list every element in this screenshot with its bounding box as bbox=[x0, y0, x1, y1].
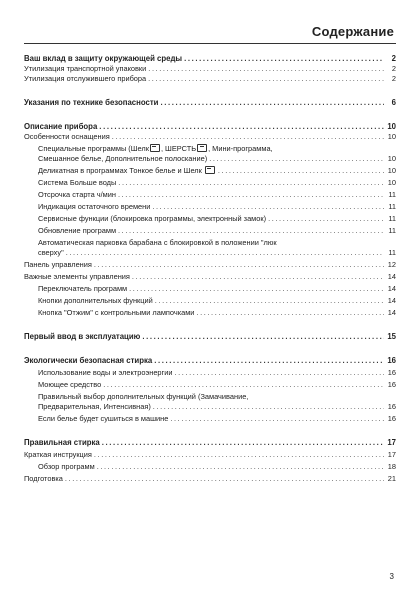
toc-label-part: Специальные программы (Шелк bbox=[38, 144, 149, 153]
toc-entry-eco-washing[interactable] bbox=[24, 356, 396, 366]
dot-leader bbox=[218, 166, 384, 176]
toc-label: Экологически безопасная стирка bbox=[24, 356, 153, 365]
toc-label: Правильная стирка bbox=[24, 438, 100, 447]
toc-entry-special-programs[interactable] bbox=[24, 144, 396, 164]
toc-page: 16 bbox=[387, 368, 396, 377]
toc-entry-program-overview[interactable] bbox=[24, 462, 396, 472]
toc-label-line bbox=[38, 144, 396, 154]
toc-page: 10 bbox=[387, 132, 396, 141]
dot-leader bbox=[118, 178, 384, 188]
toc-label-line: Автоматическая парковка барабана с блокировкой в положении "люк bbox=[38, 238, 277, 247]
dot-leader bbox=[65, 474, 384, 484]
toc-entry-features[interactable] bbox=[24, 132, 396, 142]
toc-entry-environment[interactable] bbox=[24, 54, 396, 64]
toc-label-part: , Мини-программа, bbox=[208, 144, 273, 153]
toc-page: 6 bbox=[391, 98, 396, 107]
page-title: Содержание bbox=[311, 24, 394, 39]
toc-label: Смешанное белье, Дополнительное полоскание) bbox=[38, 154, 208, 163]
toc-label: Описание прибора bbox=[24, 122, 98, 131]
dot-leader bbox=[148, 64, 384, 74]
dot-leader bbox=[129, 284, 384, 294]
dot-leader bbox=[152, 202, 384, 212]
toc-entry-safety[interactable] bbox=[24, 98, 396, 108]
toc-label bbox=[38, 166, 216, 176]
toc-label: Моющее средство bbox=[38, 380, 102, 389]
toc-label: Подготовка bbox=[24, 474, 63, 483]
toc-page: 11 bbox=[388, 214, 396, 223]
toc-page: 11 bbox=[388, 248, 396, 257]
toc-entry-detergent[interactable] bbox=[24, 380, 396, 390]
toc-label: Утилизация отслужившего прибора bbox=[24, 74, 147, 83]
toc-label: Особенности оснащения bbox=[24, 132, 110, 141]
toc-entry-old-appliance[interactable] bbox=[24, 74, 396, 84]
toc-entry-program-selector[interactable] bbox=[24, 284, 396, 294]
toc-entry-drum-parking[interactable] bbox=[24, 238, 396, 258]
toc-entry-proper-washing[interactable] bbox=[24, 438, 396, 448]
toc-entry-preparation[interactable] bbox=[24, 474, 396, 484]
toc-label: Утилизация транспортной упаковки bbox=[24, 64, 147, 73]
toc-page: 18 bbox=[387, 462, 396, 471]
dot-leader bbox=[209, 154, 384, 164]
dot-leader bbox=[103, 380, 384, 390]
dot-leader bbox=[118, 190, 384, 200]
toc-page: 14 bbox=[387, 308, 396, 317]
toc-page: 14 bbox=[387, 284, 396, 293]
toc-label-line bbox=[38, 402, 396, 412]
toc-page: 11 bbox=[388, 190, 396, 199]
toc-page: 2 bbox=[391, 64, 396, 73]
toc-entry-delay-start[interactable] bbox=[24, 190, 396, 200]
dot-leader bbox=[184, 54, 384, 64]
toc-label: Использование воды и электроэнергии bbox=[38, 368, 173, 377]
silk-symbol-icon bbox=[150, 144, 160, 152]
toc-entry-machine-drying[interactable] bbox=[24, 414, 396, 424]
toc-entry-more-water[interactable] bbox=[24, 178, 396, 188]
toc-label: Важные элементы управления bbox=[24, 272, 130, 281]
toc-entry-delicate[interactable] bbox=[24, 166, 396, 176]
toc-entry-service-functions[interactable] bbox=[24, 214, 396, 224]
toc-label-line bbox=[38, 248, 396, 258]
toc-label: сверху" bbox=[38, 248, 64, 257]
dot-leader bbox=[97, 462, 384, 472]
dot-leader bbox=[153, 402, 384, 412]
toc-label: Обзор программ bbox=[38, 462, 95, 471]
dot-leader bbox=[66, 248, 384, 258]
toc-page: 11 bbox=[388, 202, 396, 211]
toc-label: Панель управления bbox=[24, 260, 92, 269]
toc-page: 14 bbox=[387, 296, 396, 305]
toc-page: 16 bbox=[387, 414, 396, 423]
toc-page: 10 bbox=[387, 154, 396, 163]
toc-page: 10 bbox=[387, 178, 396, 187]
toc-entry-water-energy[interactable] bbox=[24, 368, 396, 378]
toc-label: Если белье будет сушиться в машине bbox=[38, 414, 169, 423]
dot-leader bbox=[160, 98, 384, 108]
toc-label-line bbox=[38, 154, 396, 164]
toc-label: Краткая инструкция bbox=[24, 450, 92, 459]
toc-entry-remaining-time[interactable] bbox=[24, 202, 396, 212]
toc-label: Ваш вклад в защиту окружающей среды bbox=[24, 54, 183, 63]
toc-entry-quick-guide[interactable] bbox=[24, 450, 396, 460]
toc-label-line: Правильный выбор дополнительных функций (Замачивание, bbox=[38, 392, 249, 401]
toc-label: Указания по технике безопасности bbox=[24, 98, 159, 107]
page-number: 3 bbox=[389, 572, 394, 581]
dot-leader bbox=[94, 260, 384, 270]
toc-page: 11 bbox=[388, 226, 396, 235]
toc-page: 2 bbox=[391, 74, 396, 83]
dot-leader bbox=[155, 296, 384, 306]
toc-label: Обновление программ bbox=[38, 226, 117, 235]
toc-label: Кнопка "Отжим" с контрольными лампочками bbox=[38, 308, 195, 317]
toc-label: Отсрочка старта ч/мин bbox=[38, 190, 116, 199]
dot-leader bbox=[148, 74, 384, 84]
toc-entry-packaging[interactable] bbox=[24, 64, 396, 74]
toc-page: 10 bbox=[387, 166, 396, 175]
dot-leader bbox=[99, 122, 384, 132]
toc-label: Первый ввод в эксплуатацию bbox=[24, 332, 141, 341]
toc-entry-control-panel[interactable] bbox=[24, 260, 396, 270]
dot-leader bbox=[175, 368, 385, 378]
dot-leader bbox=[94, 450, 384, 460]
dot-leader bbox=[196, 308, 384, 318]
toc-entry-controls[interactable] bbox=[24, 272, 396, 282]
toc-page: 16 bbox=[387, 402, 396, 411]
wool-symbol-icon bbox=[197, 144, 207, 152]
toc-page: 12 bbox=[387, 260, 396, 269]
toc-entry-spin-button[interactable] bbox=[24, 308, 396, 318]
toc-entry-description[interactable] bbox=[24, 122, 396, 132]
silk-symbol-icon bbox=[205, 166, 215, 174]
dot-leader bbox=[268, 214, 384, 224]
toc-page: 21 bbox=[387, 474, 396, 483]
toc-page: 14 bbox=[387, 272, 396, 281]
toc-label: Предварительная, Интенсивная) bbox=[38, 402, 151, 411]
toc-label: Система Больше воды bbox=[38, 178, 117, 187]
toc-entry-extra-buttons[interactable] bbox=[24, 296, 396, 306]
title-rule bbox=[24, 43, 396, 44]
toc-page: 16 bbox=[387, 356, 396, 365]
toc-label: Переключатель программ bbox=[38, 284, 128, 293]
dot-leader bbox=[112, 132, 384, 142]
dot-leader bbox=[132, 272, 384, 282]
toc-label: Сервисные функции (блокировка программы, электронный замок) bbox=[38, 214, 267, 223]
toc-page: 17 bbox=[387, 438, 396, 447]
toc-page: 16 bbox=[387, 380, 396, 389]
table-of-contents bbox=[24, 54, 396, 484]
toc-page: 10 bbox=[387, 122, 396, 131]
dot-leader bbox=[154, 356, 384, 366]
toc-page: 17 bbox=[387, 450, 396, 459]
toc-label-part: , ШЕРСТЬ bbox=[160, 144, 197, 153]
toc-page: 15 bbox=[387, 332, 396, 341]
dot-leader bbox=[102, 438, 384, 448]
toc-label: Индикация остаточного времени bbox=[38, 202, 151, 211]
toc-label-text: Деликатная в программах Тонкое белье и Шелк bbox=[38, 166, 202, 175]
toc-entry-extra-functions-choice[interactable] bbox=[24, 392, 396, 412]
dot-leader bbox=[118, 226, 384, 236]
toc-label: Кнопки дополнительных функций bbox=[38, 296, 153, 305]
toc-page: 2 bbox=[391, 54, 396, 63]
toc-entry-program-update[interactable] bbox=[24, 226, 396, 236]
toc-entry-first-use[interactable] bbox=[24, 332, 396, 342]
dot-leader bbox=[170, 414, 384, 424]
dot-leader bbox=[142, 332, 384, 342]
